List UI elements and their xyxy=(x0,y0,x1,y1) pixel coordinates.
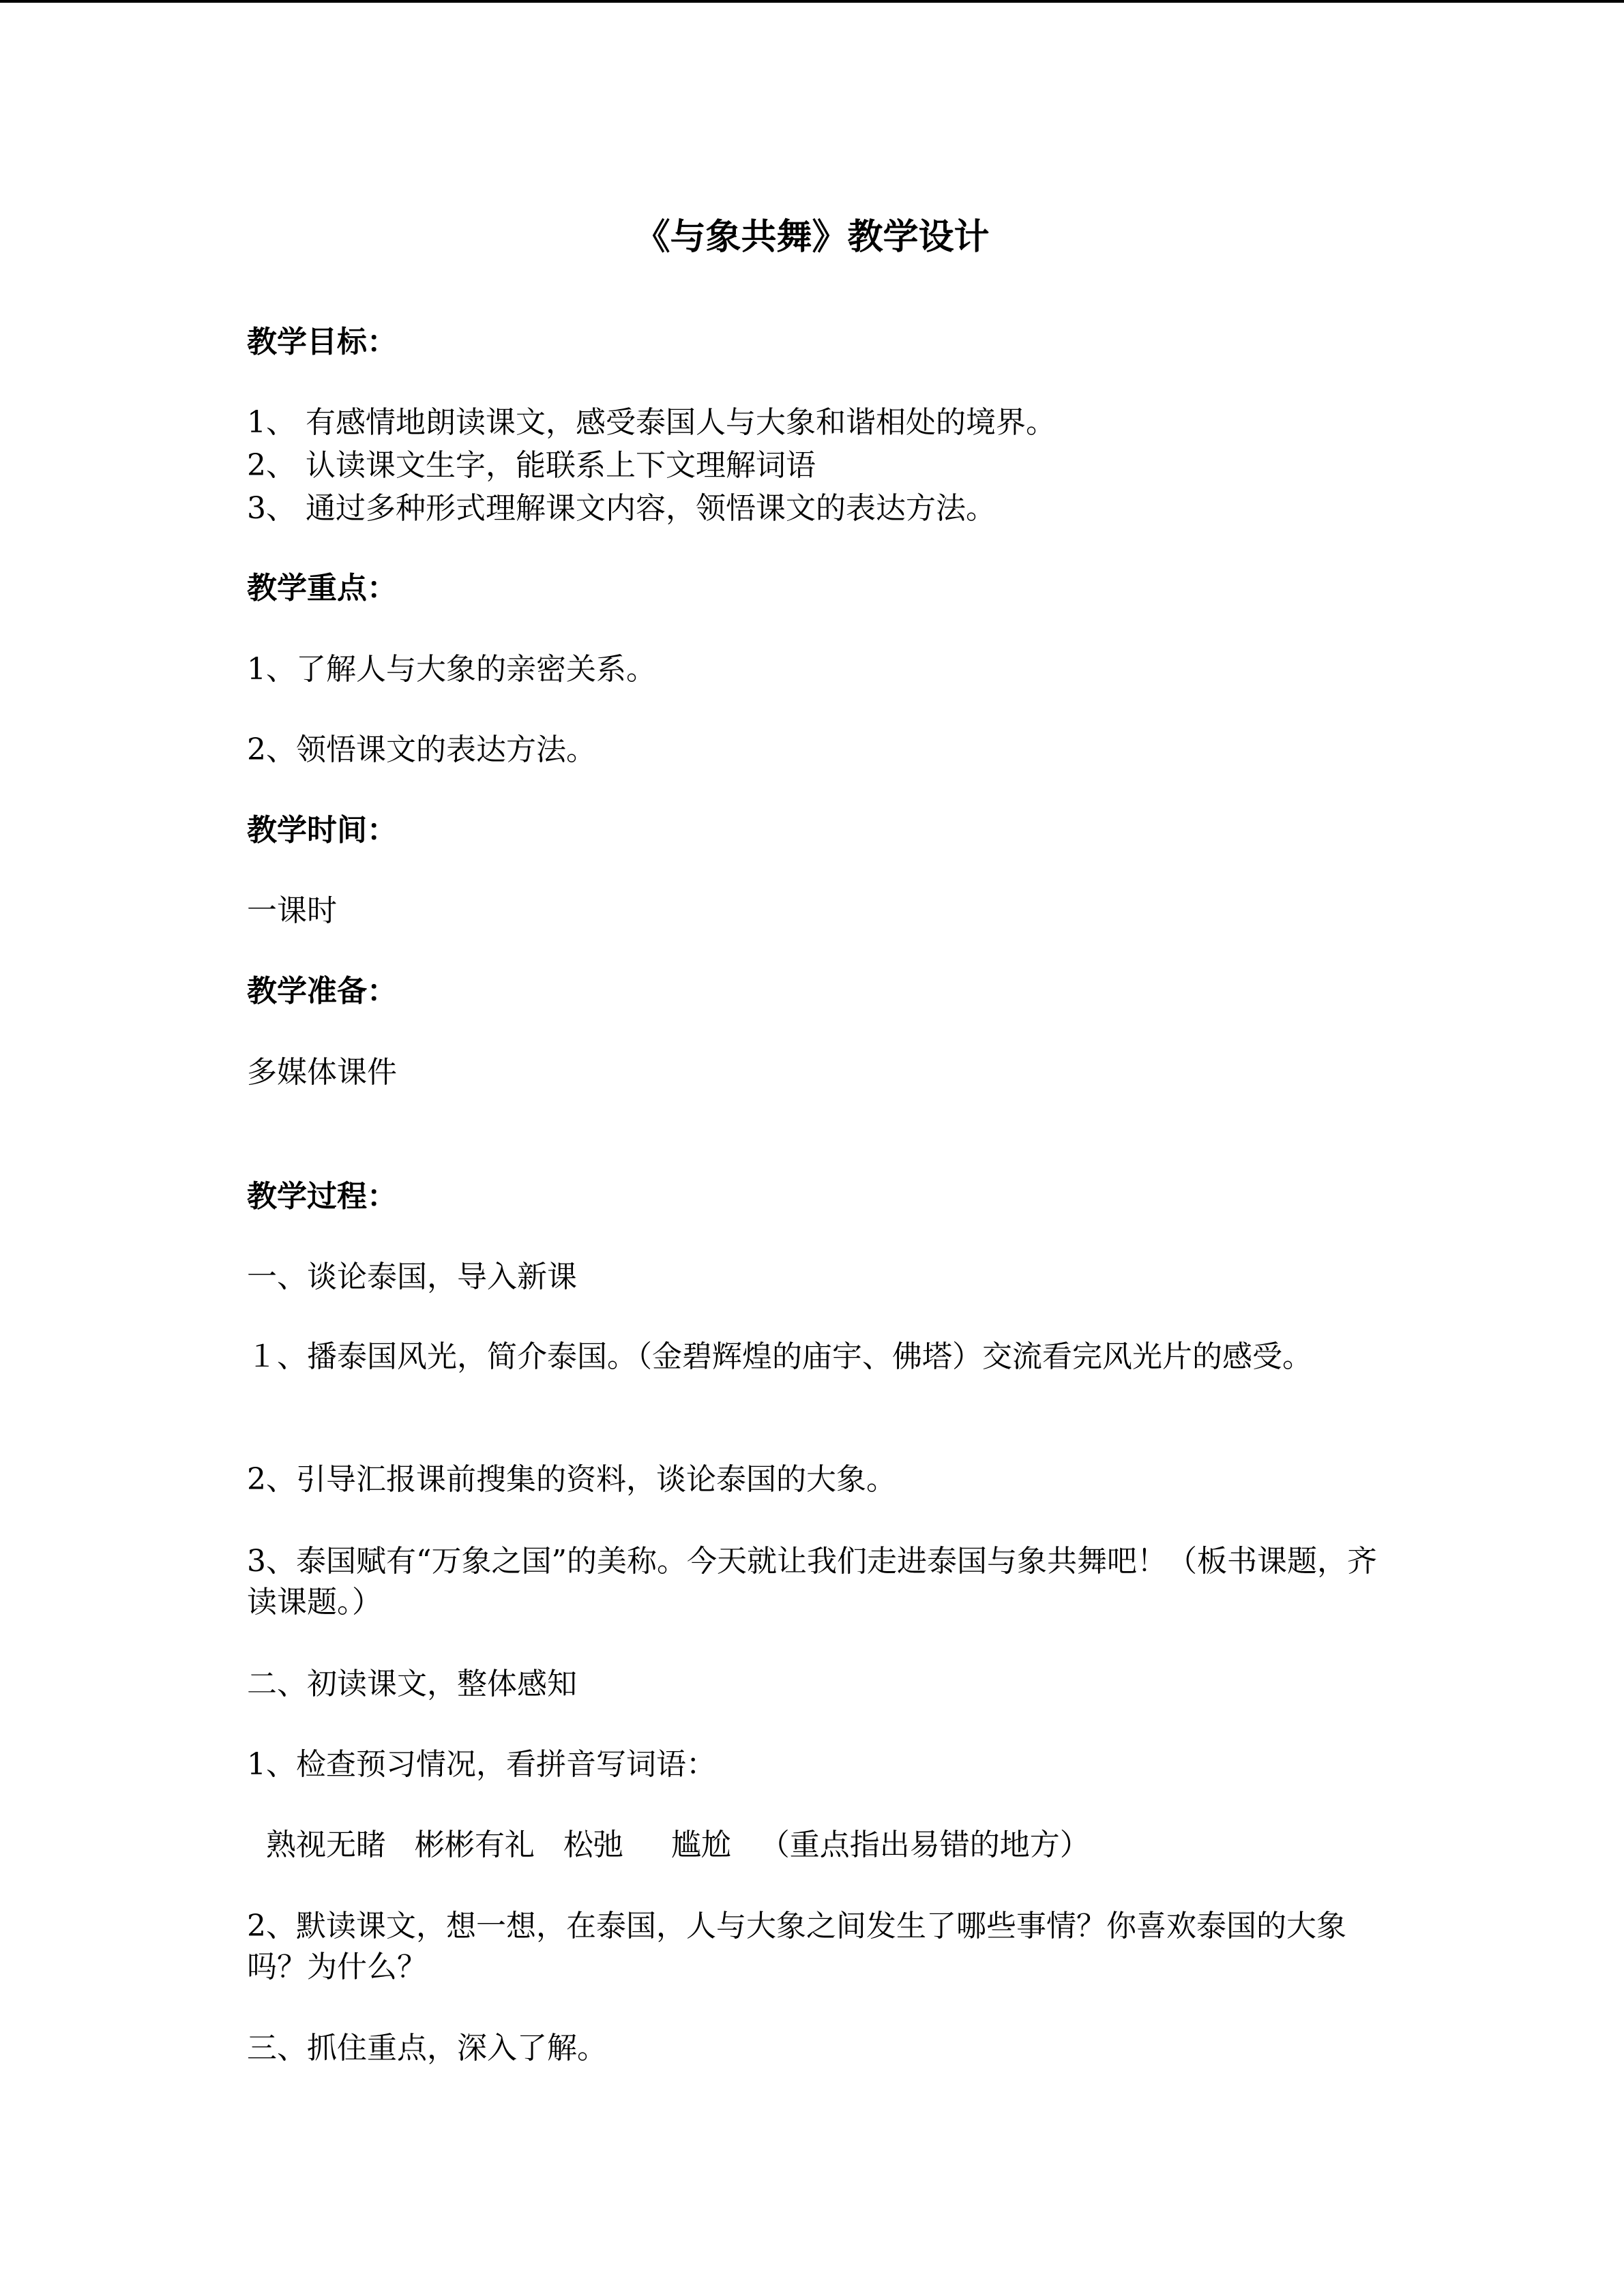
section-1-item-2: 2、引导汇报课前搜集的资料，谈论泰国的大象。 xyxy=(247,1462,896,1497)
section-1-item-3: 3、泰国赋有“万象之国”的美称。今天就让我们走进泰国与象共舞吧！（板书课题，齐读课题。） xyxy=(247,1544,1377,1620)
key-points-heading: 教学重点： xyxy=(247,571,397,606)
process-heading: 教学过程： xyxy=(247,1179,397,1214)
section-2-item-1: 1、检查预习情况，看拼音写词语： xyxy=(247,1747,716,1782)
section-3-title: 三、抓住重点，深入了解。 xyxy=(247,2031,607,2066)
key-point-item-1: 1、了解人与大象的亲密关系。 xyxy=(247,652,656,687)
time-value: 一课时 xyxy=(247,893,337,928)
section-2-item-2: 2、默读课文，想一想，在泰国，人与大象之间发生了哪些事情？你喜欢泰国的大象吗？为什么？ xyxy=(247,1909,1346,1984)
objective-item-2: 2、 认读课文生字，能联系上下文理解词语 xyxy=(247,448,816,483)
objective-item-1: 1、 有感情地朗读课文，感受泰国人与大象和谐相处的境界。 xyxy=(247,405,1056,440)
section-1-title: 一、谈论泰国，导入新课 xyxy=(247,1259,577,1294)
objectives-heading: 教学目标： xyxy=(247,325,397,359)
objective-item-3: 3、 通过多种形式理解课文内容，领悟课文的表达方法。 xyxy=(247,491,996,526)
vocabulary-words: 熟视无睹 彬彬有礼 松弛 尴尬 （重点指出易错的地方） xyxy=(247,1828,1090,1862)
preparation-value: 多媒体课件 xyxy=(247,1055,397,1090)
section-1-item-1: １、播泰国风光，简介泰国。（金碧辉煌的庙宇、佛塔）交流看完风光片的感受。 xyxy=(247,1339,1312,1374)
section-2-title: 二、初读课文，整体感知 xyxy=(247,1667,577,1701)
key-point-item-2: 2、领悟课文的表达方法。 xyxy=(247,732,596,767)
time-heading: 教学时间： xyxy=(247,813,397,848)
document-title: 《与象共舞》教学设计 xyxy=(634,216,990,258)
preparation-heading: 教学准备： xyxy=(247,974,397,1009)
